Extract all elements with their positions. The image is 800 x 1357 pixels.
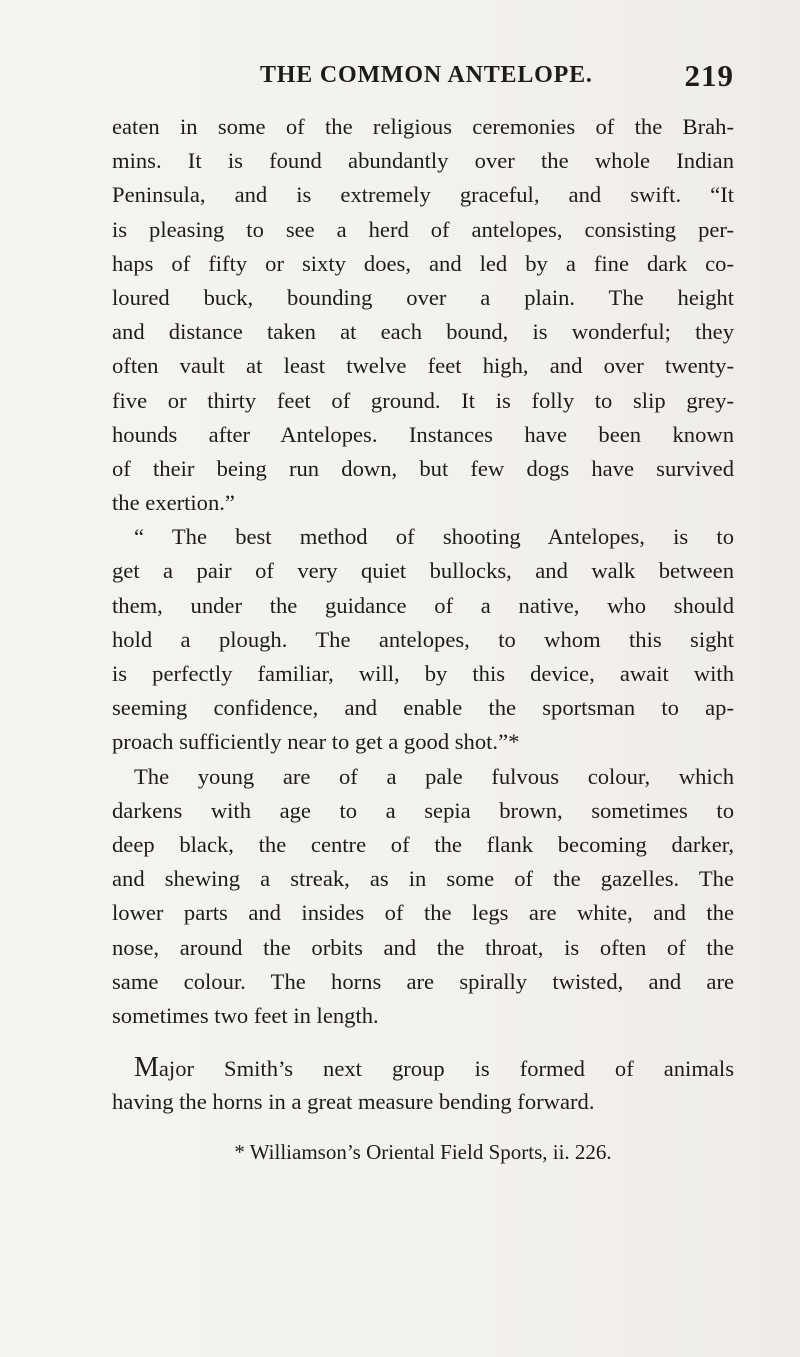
text-line: proach sufficiently near to get a good shot.”* bbox=[112, 729, 520, 755]
text-line: and shewing a streak, as in some of the gazelles. The bbox=[112, 866, 734, 892]
text-line: is pleasing to see a herd of antelopes, consisting per- bbox=[112, 216, 734, 242]
text-line: having the horns in a great measure bending forward. bbox=[112, 1089, 595, 1115]
text-line: hounds after Antelopes. Instances have been known bbox=[112, 421, 734, 447]
text-line: seeming confidence, and enable the sportsman to ap- bbox=[112, 695, 734, 721]
text-line: sometimes two feet in length. bbox=[112, 1002, 379, 1028]
text-line: them, under the guidance of a native, who should bbox=[112, 592, 734, 618]
text-line: deep black, the centre of the flank becoming darker, bbox=[112, 831, 734, 857]
text-line: and distance taken at each bound, is wonderful; they bbox=[112, 319, 734, 345]
text-line: haps of fifty or sixty does, and led by a fine dark co- bbox=[112, 250, 734, 276]
text-line: lower parts and insides of the legs are white, and the bbox=[112, 900, 734, 926]
text-line bbox=[112, 1051, 734, 1085]
paragraph-gap bbox=[112, 1033, 734, 1051]
text-line: same colour. The horns are spirally twisted, and are bbox=[112, 968, 734, 994]
text-line: of their being run down, but few dogs have survived bbox=[112, 455, 734, 481]
page-number: 219 bbox=[684, 58, 734, 93]
text-line: hold a plough. The antelopes, to whom this sight bbox=[112, 626, 734, 652]
text-line: nose, around the orbits and the throat, is often of the bbox=[112, 934, 734, 960]
text-line: Peninsula, and is extremely graceful, and swift. “It bbox=[112, 182, 734, 208]
page-header bbox=[112, 58, 734, 98]
text-line: The young are of a pale fulvous colour, which bbox=[134, 763, 734, 789]
body-text bbox=[112, 110, 734, 1119]
text-line: eaten in some of the religious ceremonies of the Brah- bbox=[112, 114, 734, 139]
text-line: get a pair of very quiet bullocks, and walk between bbox=[112, 558, 734, 584]
text-fragment: ajor Smith’s next group is formed of animals bbox=[158, 1056, 734, 1082]
text-line: loured buck, bounding over a plain. The height bbox=[112, 284, 734, 310]
footnote: * Williamson’s Oriental Field Sports, ii. 226. bbox=[234, 1140, 612, 1164]
text-line: often vault at least twelve feet high, and over twenty- bbox=[112, 353, 734, 379]
text-line: darkens with age to a sepia brown, sometimes to bbox=[112, 797, 734, 823]
initial-capital: M bbox=[134, 1052, 159, 1084]
text-line: the exertion.” bbox=[112, 490, 235, 516]
text-line: is perfectly familiar, will, by this device, await with bbox=[112, 661, 734, 686]
text-line: “ The best method of shooting Antelopes, is to bbox=[134, 524, 734, 550]
running-title: THE COMMON ANTELOPE. bbox=[260, 62, 593, 88]
text-line: mins. It is found abundantly over the whole Indian bbox=[112, 148, 734, 174]
text-line: five or thirty feet of ground. It is folly to slip grey- bbox=[112, 387, 734, 413]
